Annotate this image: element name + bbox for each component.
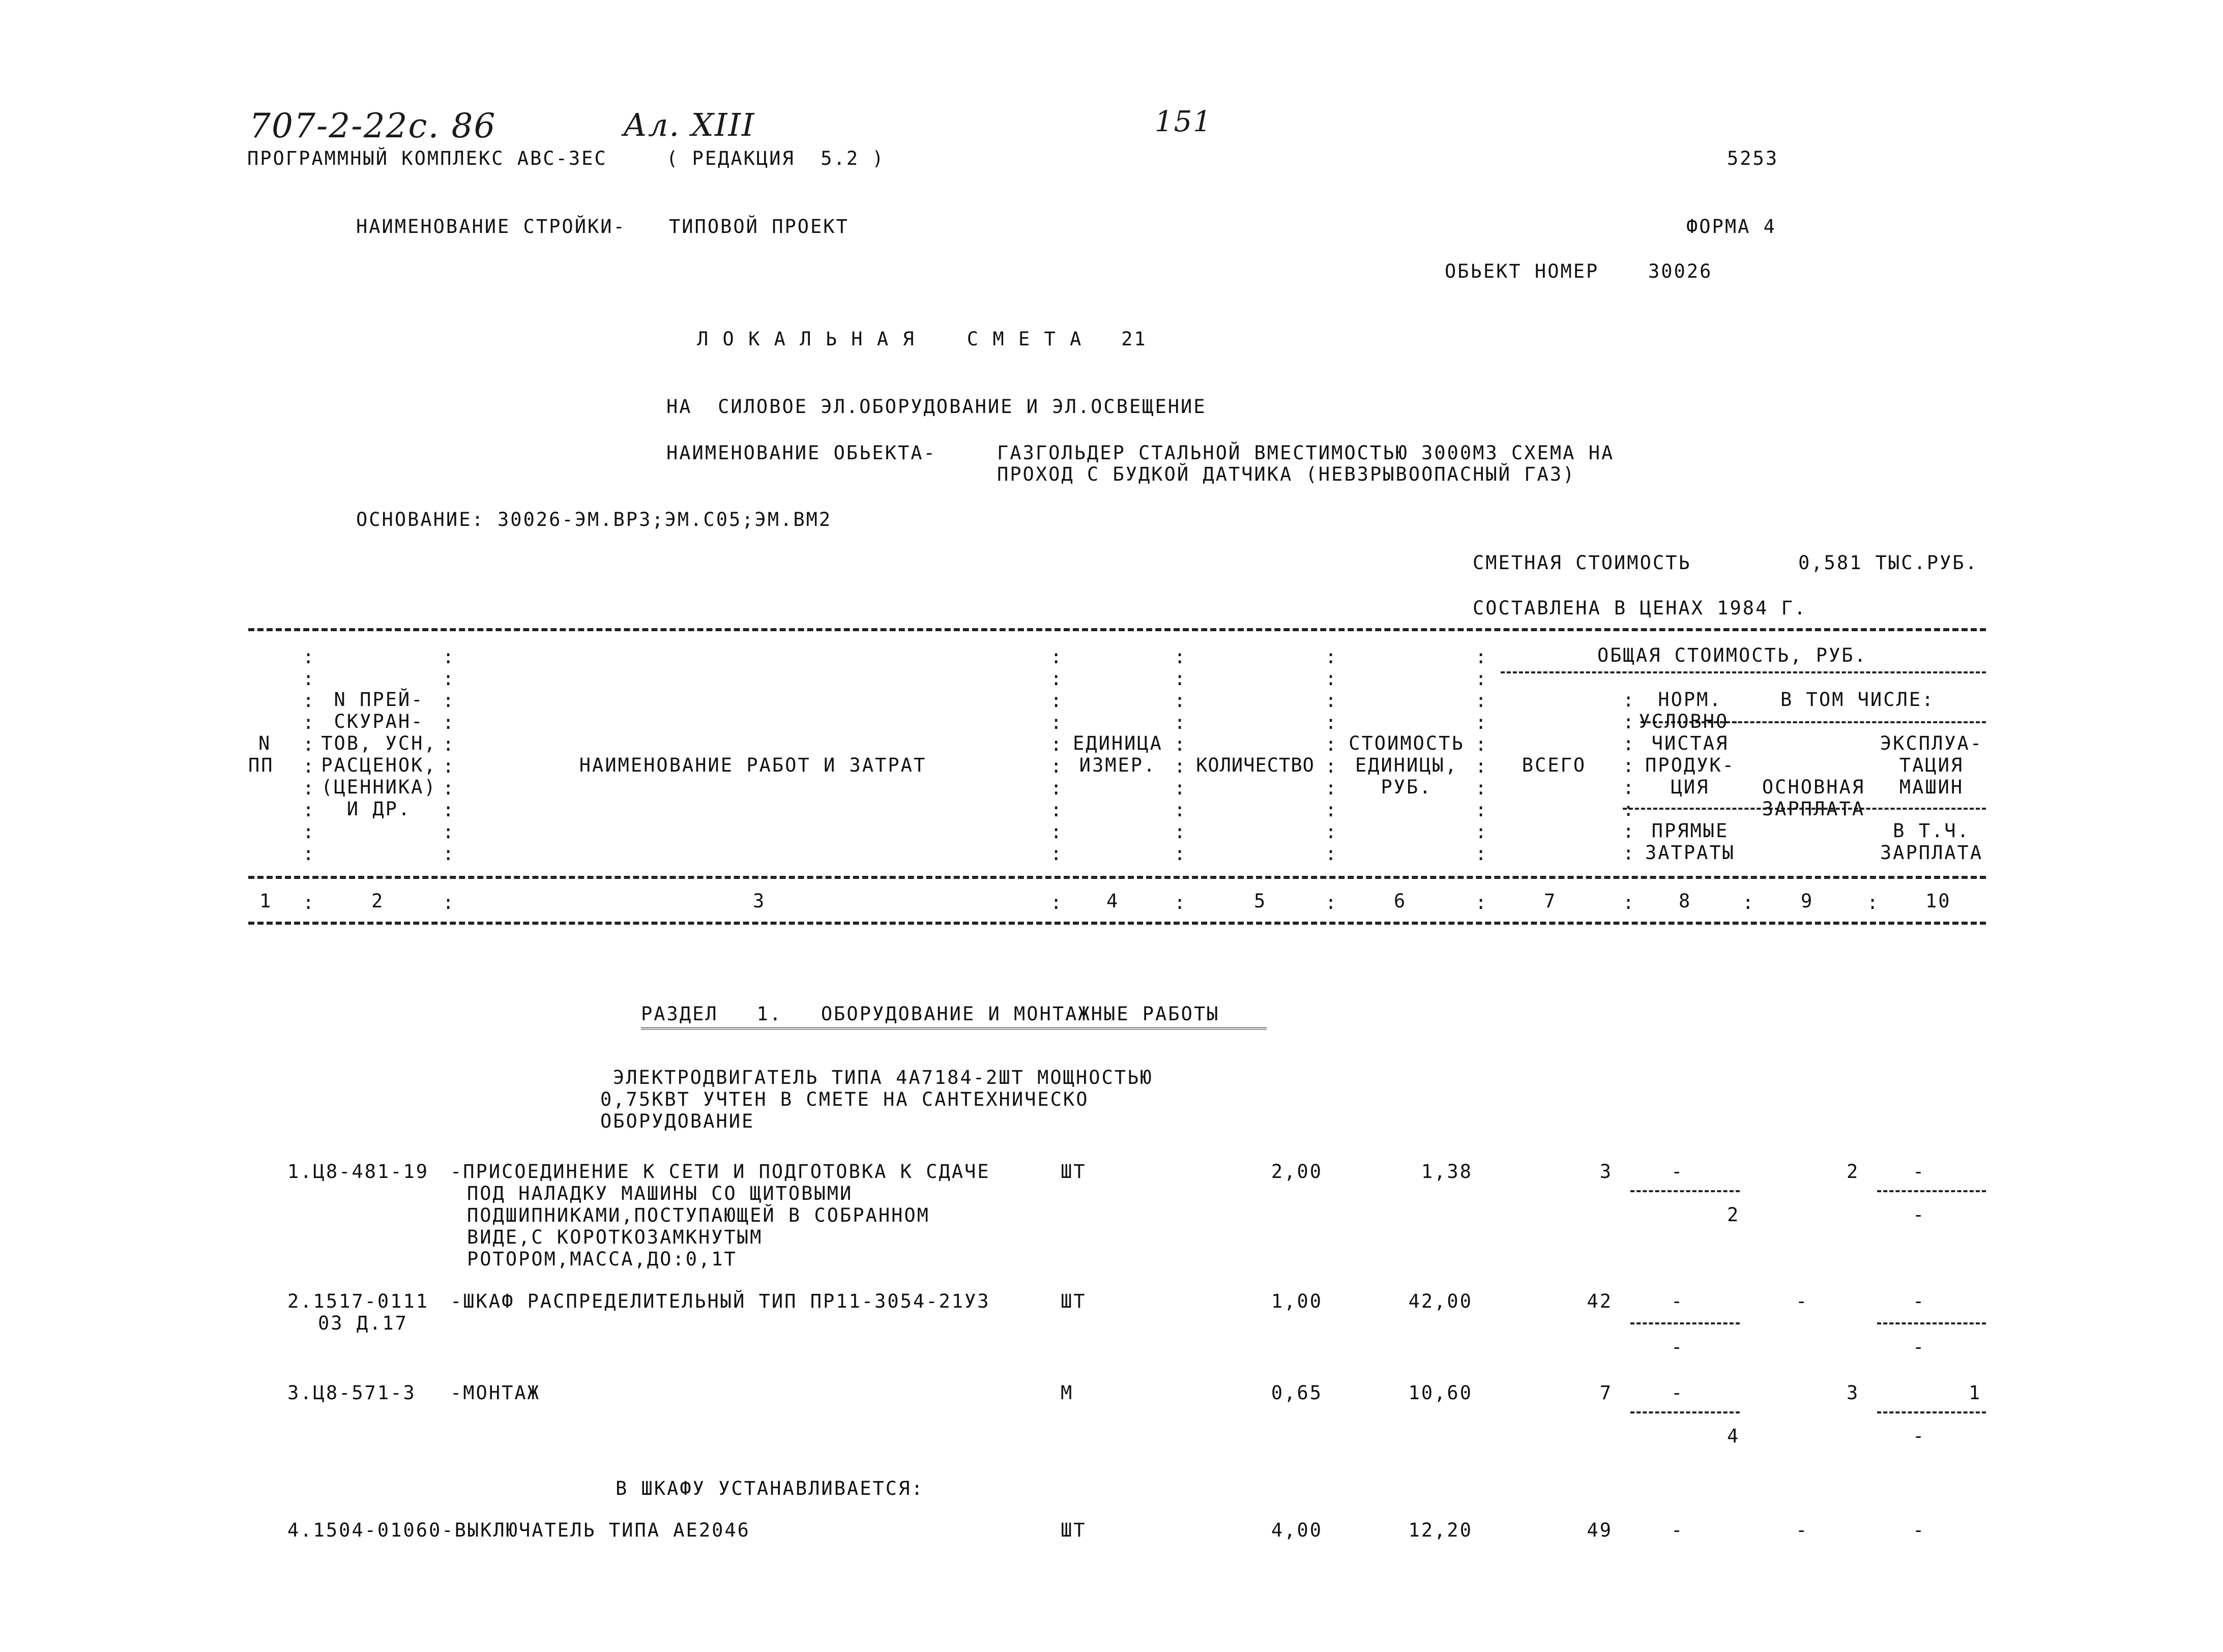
- colnum-9: 9: [1801, 890, 1814, 912]
- hdr-col10b-a: В Т.Ч.: [1893, 820, 1970, 842]
- program-edition: ( РЕДАКЦИЯ 5.2 ): [666, 148, 885, 169]
- row3-c8b: 4: [1727, 1425, 1740, 1447]
- col-sep: : : : : : : : : : :: [1475, 646, 1488, 865]
- hdr-col10-c: МАШИН: [1899, 776, 1964, 798]
- hdr-col8-e: ЦИЯ: [1671, 776, 1710, 798]
- hdr-col6-a: СТОИМОСТЬ: [1349, 732, 1465, 754]
- col-sep: :: [1475, 892, 1488, 913]
- handwritten-sheet: Ал. XIII: [623, 106, 755, 143]
- row3-c9: 3: [1847, 1382, 1860, 1404]
- section-note-line1: ЭЛЕКТРОДВИГАТЕЛЬ ТИПА 4А7184-2ШТ МОЩНОСТЬЮ: [613, 1067, 1153, 1088]
- row1-qty: 2,00: [1271, 1161, 1323, 1183]
- row4-unit: ШТ: [1061, 1519, 1087, 1541]
- colnum-7: 7: [1544, 890, 1557, 912]
- row4-price: 12,20: [1408, 1519, 1473, 1541]
- col-sep: :: [1325, 892, 1338, 913]
- construction-value: ТИПОВОЙ ПРОЕКТ: [669, 216, 849, 238]
- hdr-col1-a: N: [258, 732, 272, 754]
- row1-c8b: 2: [1727, 1204, 1740, 1226]
- colnum-6: 6: [1394, 890, 1407, 912]
- col-sep: :: [1050, 892, 1064, 913]
- row1-c10b: -: [1913, 1204, 1926, 1226]
- col-sep: : : : : : : : : : :: [303, 646, 316, 865]
- row1-c10: -: [1913, 1161, 1926, 1183]
- hdr-col1-b: ПП: [248, 754, 274, 776]
- cost-label: СМЕТНАЯ СТОИМОСТЬ: [1473, 552, 1691, 574]
- hdr-col2-b: СКУРАН-: [334, 711, 424, 732]
- row3-c10b: -: [1913, 1425, 1926, 1447]
- hdr-col10-a: ЭКСПЛУА-: [1880, 732, 1983, 754]
- colnum-10: 10: [1925, 890, 1951, 912]
- colnum-1: 1: [259, 890, 273, 912]
- hdr-col8b-a: ПРЯМЫЕ: [1651, 820, 1729, 842]
- section-title: РАЗДЕЛ 1. ОБОРУДОВАНИЕ И МОНТАЖНЫЕ РАБОТЫ: [641, 1003, 1220, 1025]
- col-sep: : : : : : : : :: [1623, 689, 1636, 864]
- row4-qty: 4,00: [1271, 1519, 1323, 1541]
- header-bottom-rule: [248, 876, 1986, 879]
- construction-label: НАИМЕНОВАНИЕ СТРОЙКИ-: [356, 216, 626, 238]
- form-label: ФОРМА 4: [1686, 216, 1776, 238]
- cost-value: 0,581 ТЫС.РУБ.: [1798, 552, 1978, 574]
- row2-total: 42: [1587, 1290, 1613, 1312]
- row1-code: 1.Ц8-481-19: [287, 1161, 429, 1183]
- colnum-4: 4: [1106, 890, 1120, 912]
- col-sep: :: [1174, 892, 1187, 913]
- col-sep: : : : : : : : : : :: [1050, 646, 1064, 865]
- row4-code-name: 4.1504-01060-ВЫКЛЮЧАТЕЛЬ ТИПА АЕ2046: [287, 1519, 750, 1541]
- row4-c9: -: [1796, 1519, 1809, 1541]
- row1-name-3: ПОДШИПНИКАМИ,ПОСТУПАЮЩЕЙ В СОБРАННОМ: [467, 1204, 930, 1226]
- row1-name-1: -ПРИСОЕДИНЕНИЕ К СЕТИ И ПОДГОТОВКА К СДАЧЕ: [450, 1161, 990, 1183]
- hdr-col8-b: УСЛОВНО-: [1639, 711, 1742, 732]
- hdr-col2-e: (ЦЕННИКА): [321, 776, 437, 798]
- row1-price: 1,38: [1421, 1161, 1473, 1183]
- handwritten-page-number: 151: [1155, 105, 1212, 138]
- row1-c9: 2: [1847, 1161, 1860, 1183]
- document-number: 5253: [1727, 148, 1779, 169]
- row3-unit: М: [1061, 1382, 1074, 1404]
- hdr-col5: КОЛИЧЕСТВО: [1196, 754, 1314, 776]
- col-sep: :: [1742, 892, 1756, 913]
- hdr-col9-a: ОСНОВНАЯ: [1762, 776, 1865, 798]
- hdr-col9-b: ЗАРПЛАТА: [1762, 798, 1865, 820]
- object-name-line1: ГАЗГОЛЬДЕР СТАЛЬНОЙ ВМЕСТИМОСТЬЮ 3000М3 СХЕМА НА: [997, 442, 1615, 464]
- hdr-col2-d: РАСЦЕНОК,: [321, 754, 437, 776]
- hdr-col2-a: N ПРЕЙ-: [334, 689, 424, 711]
- section-note-line2: 0,75КВТ УЧТЕН В СМЕТЕ НА САНТЕХНИЧЕСКО: [600, 1088, 1089, 1110]
- hdr-col10b-b: ЗАРПЛАТА: [1880, 842, 1983, 864]
- row1-c10-rule: [1877, 1190, 1986, 1192]
- program-name: ПРОГРАММНЫЙ КОМПЛЕКС АВС-3ЕС: [247, 148, 607, 169]
- row2-c10: -: [1913, 1290, 1926, 1312]
- row4-c10: -: [1913, 1519, 1926, 1541]
- hdr-col7: ВСЕГО: [1522, 754, 1587, 776]
- table-top-rule: [248, 628, 1986, 631]
- hdr-col3: НАИМЕНОВАНИЕ РАБОТ И ЗАТРАТ: [579, 754, 927, 776]
- colnum-8: 8: [1679, 890, 1692, 912]
- section-underline: [641, 1027, 1267, 1029]
- col-sep: :: [1867, 892, 1880, 913]
- row1-name-4: ВИДЕ,С КОРОТКОЗАМКНУТЫМ: [467, 1226, 763, 1248]
- hdr-col8b-b: ЗАТРАТЫ: [1645, 842, 1735, 864]
- col-sep: :: [303, 892, 316, 913]
- row3-c8: -: [1671, 1382, 1684, 1404]
- hdr-total-cost: ОБЩАЯ СТОИМОСТЬ, РУБ.: [1597, 644, 1867, 666]
- object-name-line2: ПРОХОД С БУДКОЙ ДАТЧИКА (НЕВЗРЫВООПАСНЫЙ ГАЗ): [997, 463, 1576, 485]
- row2-unit: ШТ: [1061, 1290, 1087, 1312]
- row2-c8: -: [1671, 1290, 1684, 1312]
- row3-total: 7: [1599, 1382, 1613, 1404]
- hdr-col6-c: РУБ.: [1381, 776, 1432, 798]
- object-name-label: НАИМЕНОВАНИЕ ОБЬЕКТА-: [666, 442, 937, 464]
- hdr-col8-c: ЧИСТАЯ: [1651, 732, 1729, 754]
- row3-qty: 0,65: [1271, 1382, 1323, 1404]
- row1-c8: -: [1671, 1161, 1684, 1183]
- basis: ОСНОВАНИЕ: 30026-ЭМ.ВР3;ЭМ.С05;ЭМ.ВМ2: [356, 509, 832, 530]
- hdr-col4-b: ИЗМЕР.: [1079, 754, 1157, 776]
- hdr-col4-a: ЕДИНИЦА: [1073, 732, 1163, 754]
- section-note-line3: ОБОРУДОВАНИЕ: [600, 1110, 755, 1132]
- row2-price: 42,00: [1408, 1290, 1473, 1312]
- hdr-col2-c: ТОВ, УСН,: [321, 732, 437, 754]
- row3-c10: 1: [1969, 1382, 1982, 1404]
- col-sep: : : : : : : : : : :: [1325, 646, 1338, 865]
- row1-name-2: ПОД НАЛАДКУ МАШИНЫ СО ЩИТОВЫМИ: [467, 1183, 853, 1204]
- row1-name-5: РОТОРОМ,МАССА,ДО:0,1Т: [467, 1248, 737, 1270]
- total-cost-rule: [1501, 671, 1986, 673]
- row3-c8-rule: [1630, 1411, 1740, 1413]
- row2-c9: -: [1796, 1290, 1809, 1312]
- row2-c10-rule: [1877, 1322, 1986, 1324]
- row3-code: 3.Ц8-571-3: [287, 1382, 416, 1404]
- row3-price: 10,60: [1408, 1382, 1473, 1404]
- hdr-col6-b: ЕДИНИЦЫ,: [1355, 754, 1458, 776]
- row3-name-1: -МОНТАЖ: [450, 1382, 540, 1404]
- row2-qty: 1,00: [1271, 1290, 1323, 1312]
- colnum-5: 5: [1254, 890, 1267, 912]
- col-sep: :: [443, 892, 456, 913]
- row1-unit: ШТ: [1061, 1161, 1087, 1183]
- col-sep: :: [1623, 892, 1636, 913]
- estimate-title: Л О К А Л Ь Н А Я С М Е Т А 21: [697, 328, 1147, 350]
- row4-c8: -: [1671, 1519, 1684, 1541]
- row1-total: 3: [1599, 1161, 1613, 1183]
- col-sep: : : : : : : : : : :: [1174, 646, 1187, 865]
- hdr-col8-d: ПРОДУК-: [1645, 754, 1735, 776]
- row2-name-1: -ШКАФ РАСПРЕДЕЛИТЕЛЬНЫЙ ТИП ПР11-3054-21У3: [450, 1290, 990, 1312]
- hdr-col8-a: НОРМ.: [1658, 689, 1722, 711]
- price-level: СОСТАВЛЕНА В ЦЕНАХ 1984 Г.: [1473, 597, 1807, 619]
- handwritten-doc-code: 707-2-22с. 86: [249, 106, 496, 145]
- hdr-including: В ТОМ ЧИСЛЕ:: [1780, 689, 1935, 711]
- row4-total: 49: [1587, 1519, 1613, 1541]
- col-sep: : : : : : : : : : :: [443, 646, 456, 865]
- row2-c10b: -: [1913, 1336, 1926, 1358]
- subsection-title: В ШКАФУ УСТАНАВЛИВАЕТСЯ:: [616, 1478, 924, 1499]
- column-numbers-rule: [248, 922, 1986, 925]
- row2-c8-rule: [1630, 1322, 1740, 1324]
- row3-c10-rule: [1877, 1411, 1986, 1413]
- row2-code-cont: 03 Д.17: [318, 1312, 408, 1334]
- object-number-label: ОБЬЕКТ НОМЕР: [1445, 260, 1599, 282]
- row2-c8b: -: [1671, 1336, 1684, 1358]
- estimate-subject: НА СИЛОВОЕ ЭЛ.ОБОРУДОВАНИЕ И ЭЛ.ОСВЕЩЕНИЕ: [666, 396, 1207, 418]
- object-number-value: 30026: [1648, 260, 1713, 282]
- colnum-2: 2: [371, 890, 385, 912]
- colnum-3: 3: [753, 890, 766, 912]
- row1-c8-rule: [1630, 1190, 1740, 1192]
- hdr-col10-b: ТАЦИЯ: [1899, 754, 1964, 776]
- row2-code: 2.1517-0111: [287, 1290, 429, 1312]
- hdr-col2-f: И ДР.: [346, 798, 412, 820]
